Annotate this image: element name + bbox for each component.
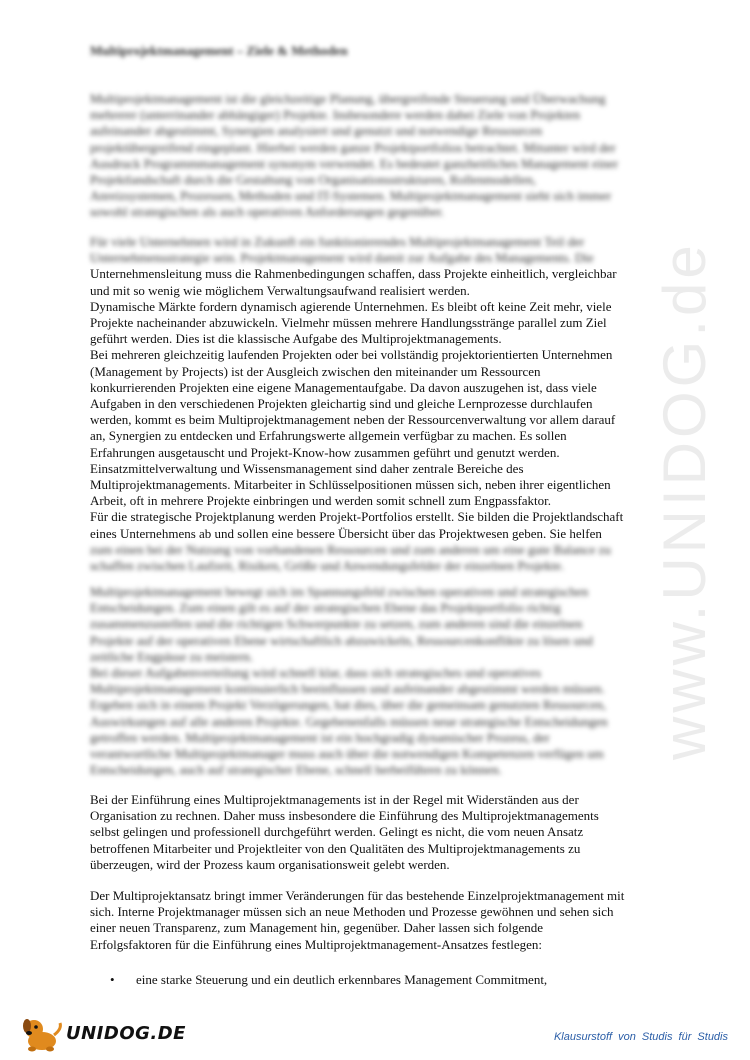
text-line: sowohl strategischen als auch operativen Anforderungen gegenüber. (90, 204, 445, 220)
list-item (110, 972, 547, 988)
text-line: Der Multiprojektansatz bringt immer Veränderungen für das bestehende Einzelprojektmanagement mit (90, 888, 625, 903)
text-line: getroffen werden. Multiprojektmanagement ist ein hochgradig dynamischer Prozess, der (90, 729, 550, 745)
text-line: Ausdruck Programmmanagement synonym verwendet. Es bedeutet ganzheitliches Management einer (90, 155, 619, 171)
text-line: Auswirkungen auf alle anderen Projekte. Gegebenenfalls müssen neue strategische Entscheidungen (90, 713, 608, 729)
text-line: Arbeit, oft in mehrere Projekte einbringen und werden somit schnell zum Engpassfaktor. (90, 493, 552, 509)
text-line: Unternehmensleitung muss die Rahmenbedingungen schaffen, dass Projekte einheitlich, vergleichbar (90, 266, 617, 282)
text-line: Für die strategische Projektplanung werden Projekt-Portfolios erstellt. Sie bilden die Projektlandschaft (90, 509, 624, 525)
text-line: Einsatzmittelverwaltung und Wissensmanagement sind daher zentrale Bereiche des (90, 460, 524, 476)
text-line: Projekte nacheinander abzuwickeln. Vielmehr müssen mehrere Handlungsstränge parallel zum Ziel (90, 315, 607, 331)
text-line: zeitliche Engpässe zu meistern. (90, 648, 254, 664)
text-line: werden, kommt es beim Multiprojektmanagement neben der Ressourcenverwaltung vor allem darauf (90, 412, 616, 428)
text-line: Bei der Einführung eines Multiprojektmanagements ist in der Regel mit Widerständen aus der (90, 792, 579, 807)
text-line: geführt werden. Dies ist die klassische Aufgabe des Multiprojektmanagements. (90, 331, 502, 347)
text-line: projektübergreifend eingeplant. Hierbei werden ganze Projektportfolios betrachtet. Mitunter wird der (90, 139, 616, 155)
text-line: Anreizsystemen, Prozessen, Methoden und IT-Systemen. Multiprojektmanagement sieht sich immer (90, 188, 612, 204)
text-line: Entscheidungen. Zum einen gilt es auf der strategischen Ebene das Projektportfolio richtig (90, 600, 561, 616)
watermark: www.UNIDOG.de (651, 241, 718, 760)
text-line: Entscheidungen, auch auf strategischer Ebene, schnell herbeiführen zu können. (90, 762, 502, 778)
text-line: konkurrierenden Projekten eine eigene Managementaufgabe. Da davon auszugehen ist, dass viele (90, 379, 597, 395)
text-line: aufeinander abgestimmt, Synergien analysiert und genutzt und notwendige Ressourcen (90, 123, 543, 139)
text-line: Erfahrungen ausgetauscht und Projekt-Know-how zusammen geführt und genutzt werden. (90, 444, 560, 460)
text-line: überzeugen, wird der Prozess kaum organisationsweit gelebt werden. (90, 856, 450, 872)
paragraph-success-factors (90, 888, 690, 953)
text-line-blurred: Unternehmensstrategie sein. Projektmanagement wird damit zur Aufgabe des Managements. Die (90, 250, 594, 266)
text-line-blurred: Für viele Unternehmen wird in Zukunft ein funktionierendes Multiprojektmanagement Teil der (90, 234, 585, 249)
text-line: Bei dieser Aufgabenverteilung wird schnell klar, dass sich strategisches und operatives (90, 665, 542, 681)
text-line: Organisation zu rechnen. Daher muss insbesondere die Einführung des Multiprojektmanagements (90, 808, 599, 824)
text-line: und mit so wenig wie möglichem Verwaltungsaufwand realisiert werden. (90, 282, 470, 298)
text-line: zusammenzustellen und die richtigen Schwerpunkte zu setzen, zum anderen sind die einzelnen (90, 616, 583, 632)
text-line-blurred: zum einen bei der Nutzung von vorhandenen Ressourcen und zum anderen um eine gute Balance zu (90, 541, 611, 557)
text-line: Multiprojektmanagement bewegt sich im Spannungsfeld zwischen operativen und strategischen (90, 584, 589, 599)
document-title: Multiprojektmanagement – Ziele & Methoden (90, 43, 348, 58)
text-line: einer neuen Transparenz, zum Management hin, gegenüber. Daher lassen sich folgende (90, 920, 544, 936)
text-line: Multiprojektmanagement kontinuierlich beeinflussen und aufeinander abgestimmt werden müssen. (90, 681, 605, 697)
paragraph-intro-blurred (90, 91, 690, 221)
text-line: Dynamische Märkte fordern dynamisch agierende Unternehmen. Es bleibt oft keine Zeit mehr, viele (90, 298, 612, 314)
text-line: Aufgaben in den verschiedenen Projekten gleichartig sind und gleiche Lernprozesse durchlaufen (90, 396, 593, 412)
text-line: an, Synergien zu entdecken und Erfahrungswerte allgemein verfügbar zu machen. Es sollen (90, 428, 567, 444)
text-line: Bei mehreren gleichzeitig laufenden Projekten oder bei vollständig projektorientierten Unternehmen (90, 347, 613, 363)
text-line: Erfolgsfaktoren für die Einführung eines Multiprojektmanagement-Ansatzes festlegen: (90, 936, 542, 952)
list-item-text: eine starke Steuerung und ein deutlich erkennbares Management Commitment, (136, 972, 548, 987)
unidog-logo (20, 1015, 186, 1053)
text-line: sich. Interne Projektmanager müssen sich an neue Methoden und Prozesse gewöhnen und sehen sich (90, 904, 614, 920)
text-line: eines Unternehmens ab und sollen eine bessere Übersicht über das Projektwesen geben. Sie helfen (90, 525, 602, 541)
bullet-icon: • (110, 972, 115, 987)
paragraph-strategy (90, 234, 690, 574)
text-line: mehrerer (unterrinander abhängiger) Projekte. Insbesondere werden dabei Ziele von Projekten (90, 107, 581, 123)
footer-tagline: Klausurstoff von Studis für Studis (553, 1031, 728, 1043)
text-line: (Management by Projects) ist der Ausgleich zwischen den miteinander um Ressourcen (90, 363, 541, 379)
text-line: Projektlandschaft durch die Gestaltung von Organisationsstrukturen, Rollenmodellen, (90, 172, 537, 188)
paragraph-tension-blurred (90, 584, 690, 778)
text-line: Projekte auf der operativen Ebene wirtschaftlich abzuwickeln, Ressourcenkonflikte zu lösen und (90, 632, 593, 648)
logo-text: UNIDOG.DE (66, 1023, 186, 1044)
dog-icon (20, 1015, 66, 1053)
text-line: Multiprojektmanagements. Mitarbeiter in Schlüsselpositionen müssen sich, neben ihrer eigentlichen (90, 477, 611, 493)
text-line: Multiprojektmanagement ist die gleichzeitige Planung, übergreifende Steuerung und Überwachung (90, 91, 606, 106)
text-line: Ergeben sich in einem Projekt Verzögerungen, hat dies, über die gemeinsam genutzten Ressourcen, (90, 697, 607, 713)
text-line: verantwortliche Multiprojektmanager muss auch über die notwendigen Kompetenzen verfügen um (90, 746, 604, 762)
paragraph-introduction (90, 792, 690, 873)
text-line: selbst gelingen und professionell durchgeführt werden. Gelingt es nicht, die vom neuen Ansatz (90, 824, 584, 840)
text-line: betroffenen Mitarbeiter und Projektleiter von den Qualitäten des Multiprojektmanagements zu (90, 840, 581, 856)
text-line-blurred: schaffen zwischen Laufzeit, Risiken, Größe und Anwendungsfelder der einzelnen Projekte. (90, 558, 565, 574)
